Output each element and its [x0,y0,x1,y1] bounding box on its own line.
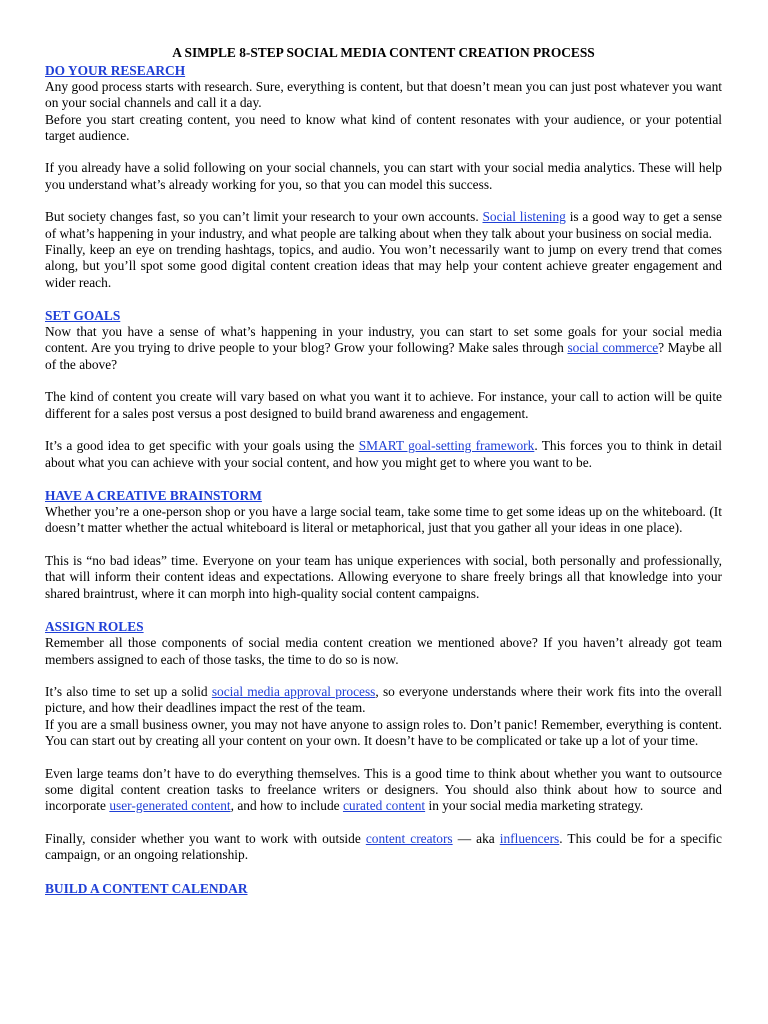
curated-content-link[interactable]: curated content [342,798,426,814]
social-listening-link[interactable]: Social listening [482,209,566,225]
brainstorm-paragraph-2: This is “no bad ideas” time. Everyone on your team has unique experiences with social, both personally and professionally, that will inform their content ideas and expectations. Allowing everyone to share freely brings all that knowledge into your shared braintrust, where it can morph into high-quality social content campaigns. [45,553,722,601]
goals-p1-text-start: Now that you have a sense of what’s happening in your industry, you can start to set some goals for your social media content. Are you trying to drive people to your blog? Grow your following? Make sales through [45,324,722,356]
heading-build-content-calendar[interactable]: BUILD A CONTENT CALENDAR [45,880,248,896]
research-paragraph-4 [45,209,722,242]
goals-paragraph-2: The kind of content you create will vary based on what you want it to achieve. For instance, your call to action will be quite different for a sales post versus a post designed to build brand awareness and engagement. [45,389,722,421]
brainstorm-paragraph-1: Whether you’re a one-person shop or you have a large social team, take some time to get some ideas up on the whiteboard. (It doesn’t matter whether the actual whiteboard is literal or metaphorical, just that you gather all your ideas in one place). [45,504,722,536]
research-paragraph-5: Finally, keep an eye on trending hashtags, topics, and audio. You won’t necessarily want to jump on every trend that comes along, but you’ll spot some good digital content creation ideas that may help your content achieve greater engagement and wider reach. [45,241,722,290]
goals-p1-text-end: ? Maybe all of the above? [45,340,722,372]
influencers-link[interactable]: influencers [499,830,560,846]
social-commerce-link[interactable]: social commerce [567,340,659,356]
roles-paragraph-1: Remember all those components of social media content creation we mentioned above? If you haven’t already got team members assigned to each of those tasks, the time to do so is now. [45,635,722,667]
document-title: A SIMPLE 8-STEP SOCIAL MEDIA CONTENT CREATION PROCESS [172,45,595,60]
heading-do-your-research[interactable]: DO YOUR RESEARCH [45,63,186,78]
research-p4-text-end: is a good way to get a sense of what’s happening in your industry, and what people are talking about when they talk about your business on social media. [45,209,722,241]
roles-paragraph-5 [45,831,722,864]
approval-process-link[interactable]: social media approval process [211,684,376,700]
research-paragraph-2: Before you start creating content, you need to know what kind of content resonates with your audience, or your potential target audience. [45,111,722,143]
roles-p5-text-end: . This could be for a specific campaign, or an ongoing relationship. [45,830,722,863]
roles-p2-text-end: , so everyone understands where their work fits into the overall picture, and how their deadlines impact the rest of the team. [45,684,722,716]
roles-paragraph-3: If you are a small business owner, you may not have anyone to assign roles to. Don’t panic! Remember, everything is content. You can start out by creating all your content on your own. It doesn’t have to be complicated or take up a lot of your time. [45,716,722,748]
smart-goal-framework-link[interactable]: SMART goal-setting framework [358,438,535,454]
roles-p4-text-start: Even large teams don’t have to do everything themselves. This is a good time to think about whether you want to outsource some digital content creation tasks to freelance writers or designers. You should also think about how to source and incorporate [45,765,722,814]
research-p4-text-start: But society changes fast, so you can’t limit your research to your own accounts. [45,209,483,225]
roles-p5-text-mid: — aka [452,830,500,846]
research-paragraph-3: If you already have a solid following on your social channels, you can start with your social media analytics. These will help you understand what’s already working for you, so that you can model this success. [45,160,722,192]
roles-p4-text-mid: , and how to include [230,798,343,814]
goals-p3-text-start: It’s a good idea to get specific with your goals using the [45,438,359,454]
document-page [45,44,722,897]
roles-p5-text-start: Finally, consider whether you want to work with outside [45,830,366,846]
roles-paragraph-4 [45,766,722,815]
roles-paragraph-2 [45,684,722,717]
user-generated-content-link[interactable]: user-generated content [109,798,231,814]
heading-assign-roles[interactable]: ASSIGN ROLES [45,619,144,635]
heading-creative-brainstorm[interactable]: HAVE A CREATIVE BRAINSTORM [45,488,262,504]
roles-p2-text-start: It’s also time to set up a solid [45,684,212,700]
research-paragraph-1: Any good process starts with research. Sure, everything is content, but that doesn’t mean you can just post whatever you want on your social channels and call it a day. [45,79,722,111]
roles-p4-text-end: in your social media marketing strategy. [425,798,644,814]
goals-paragraph-3 [45,438,722,471]
goals-p3-text-end: . This forces you to think in detail about what you can achieve with your social content, and how you might get to where you want to be. [45,438,722,470]
heading-set-goals[interactable]: SET GOALS [45,308,121,324]
goals-paragraph-1 [45,324,722,373]
content-creators-link[interactable]: content creators [365,830,453,846]
